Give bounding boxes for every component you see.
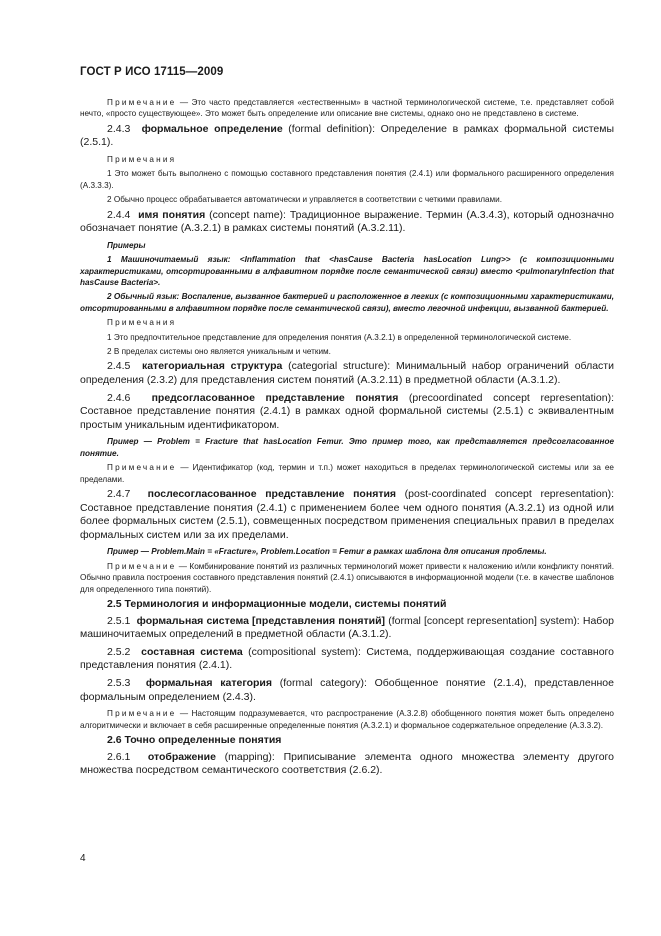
term-2-4-7: 2.4.7 послесогласованное представление понятия (post-coordinated concept representation): Составное представление понятия (2.4.1) с применением более чем одного понятия (А.3.2.1) из одной или более формальных систем (2.5.1), совмещенных посредством применения специальных правил в пределах формальных систем или за их пределами. bbox=[80, 488, 614, 541]
example-item: 1 Машиночитаемый язык: <Inflammation that <hasCause Bacteria hasLocation Lung>> (с композиционными характеристиками, отсортированными в алфавитном порядке после семантической связи) вместо <pulmonaryInfection that hasCause Bacteria>. bbox=[80, 255, 614, 288]
note-paragraph: Примечание — Идентификатор (код, термин и т.п.) может находиться в пределах терминологической системы или за ее пределами. bbox=[80, 463, 614, 484]
examples-heading: Примеры bbox=[107, 240, 146, 250]
term-2-4-4: 2.4.4 имя понятия (concept name): Традиционное выражение. Термин (А.3.4.3), который однозначно обозначает понятие (А.3.2.1) в рамках системы понятий (А.3.2.11). bbox=[80, 208, 614, 235]
notes-heading: Примечания bbox=[107, 155, 177, 164]
term-2-5-1: 2.5.1 формальная система [представления понятий] (formal [concept representation] system): Набор машиночитаемых определений в предметной области (А.3.1.2). bbox=[80, 614, 614, 641]
note-item: 2 В пределах системы оно является уникальным и четким. bbox=[107, 347, 331, 357]
term-2-5-2: 2.5.2 составная система (compositional system): Система, поддерживающая создание составного представления понятия (2.4.1). bbox=[80, 645, 614, 672]
term-2-4-3: 2.4.3 формальное определение (formal definition): Определение в рамках формальной системы (2.5.1). bbox=[80, 122, 615, 149]
note-item: 1 Это предпочтительное представление для определения понятия (А.3.2.1) в определенной терминологической системе. bbox=[107, 332, 572, 342]
note-paragraph: Примечание — Настоящим подразумевается, что распространение (А.3.2.8) обобщенного понятия может быть определено алгоритмически и включает в себя расширенные определенные понятия (А.3.2.1) и формальное содержательное определение (А.3.3.2). bbox=[80, 709, 614, 730]
section-heading-2-6: 2.6 Точно определенные понятия bbox=[107, 734, 282, 747]
example-item: Пример — Problem.Main = «Fracture», Problem.Location = Femur в рамках шаблона для описания проблемы. bbox=[107, 547, 547, 557]
term-2-6-1: 2.6.1 отображение (mapping): Приписывание элемента одного множества элементу другого множества посредством семантического соответствия (2.6.2). bbox=[80, 750, 614, 777]
page-body bbox=[80, 97, 614, 782]
note-paragraph: Примечание — Это часто представляется «естественным» в частной терминологической системе, т.е. представляет собой нечто, «просто существующее». Это может быть определение или описание вне системы, однако оно не представлено в системе. bbox=[80, 98, 614, 119]
term-2-4-6: 2.4.6 предсогласованное представление понятия (precoordinated concept representation): Составное представление понятия (2.4.1) в рамках одной формальной системы (2.5.1) с эквивалентным простым уникальным идентификатором. bbox=[80, 391, 614, 431]
note-item: 2 Обычно процесс обрабатывается автоматически и управляется в соответствии с четкими правилами. bbox=[107, 195, 503, 205]
note-item: 1 Это может быть выполнено с помощью составного представления понятия (2.4.1) или формального расширенного определения (А.3.3.3). bbox=[80, 169, 614, 190]
example-item: 2 Обычный язык: Воспаление, вызванное бактерией и расположенное в легких (с композиционными характеристиками, отсортированными в алфавитном порядке после семантической связи), вместо легочной инфекции, вызванной бактерией. bbox=[80, 292, 614, 313]
term-2-5-3: 2.5.3 формальная категория (formal category): Обобщенное понятие (2.1.4), представленное формальным определением (2.4.3). bbox=[80, 677, 614, 703]
term-2-4-5: 2.4.5 категориальная структура (categorial structure): Минимальный набор ограничений области определения (2.3.2) для представления систем понятий (А.3.2.11) в предметной области (А.3.1.2). bbox=[80, 360, 614, 387]
notes-heading: Примечания bbox=[107, 318, 177, 328]
document-header: ГОСТ Р ИСО 17115—2009 bbox=[80, 66, 224, 78]
note-paragraph: Примечание — Комбинирование понятий из различных терминологий может привести к наложению и/или конфликту понятий. Обычно правила построения составного представления понятий (2.4.1) описываются в информационной модели (т.е. в качестве шаблонов для определенного типа понятий). bbox=[80, 561, 614, 594]
example-item: Пример — Problem = Fracture that hasLocation Femur. Это пример того, как представляется предсогласованное понятие. bbox=[80, 437, 614, 458]
section-heading-2-5: 2.5 Терминология и информационные модели, системы понятий bbox=[107, 598, 447, 611]
page-number: 4 bbox=[80, 853, 86, 864]
